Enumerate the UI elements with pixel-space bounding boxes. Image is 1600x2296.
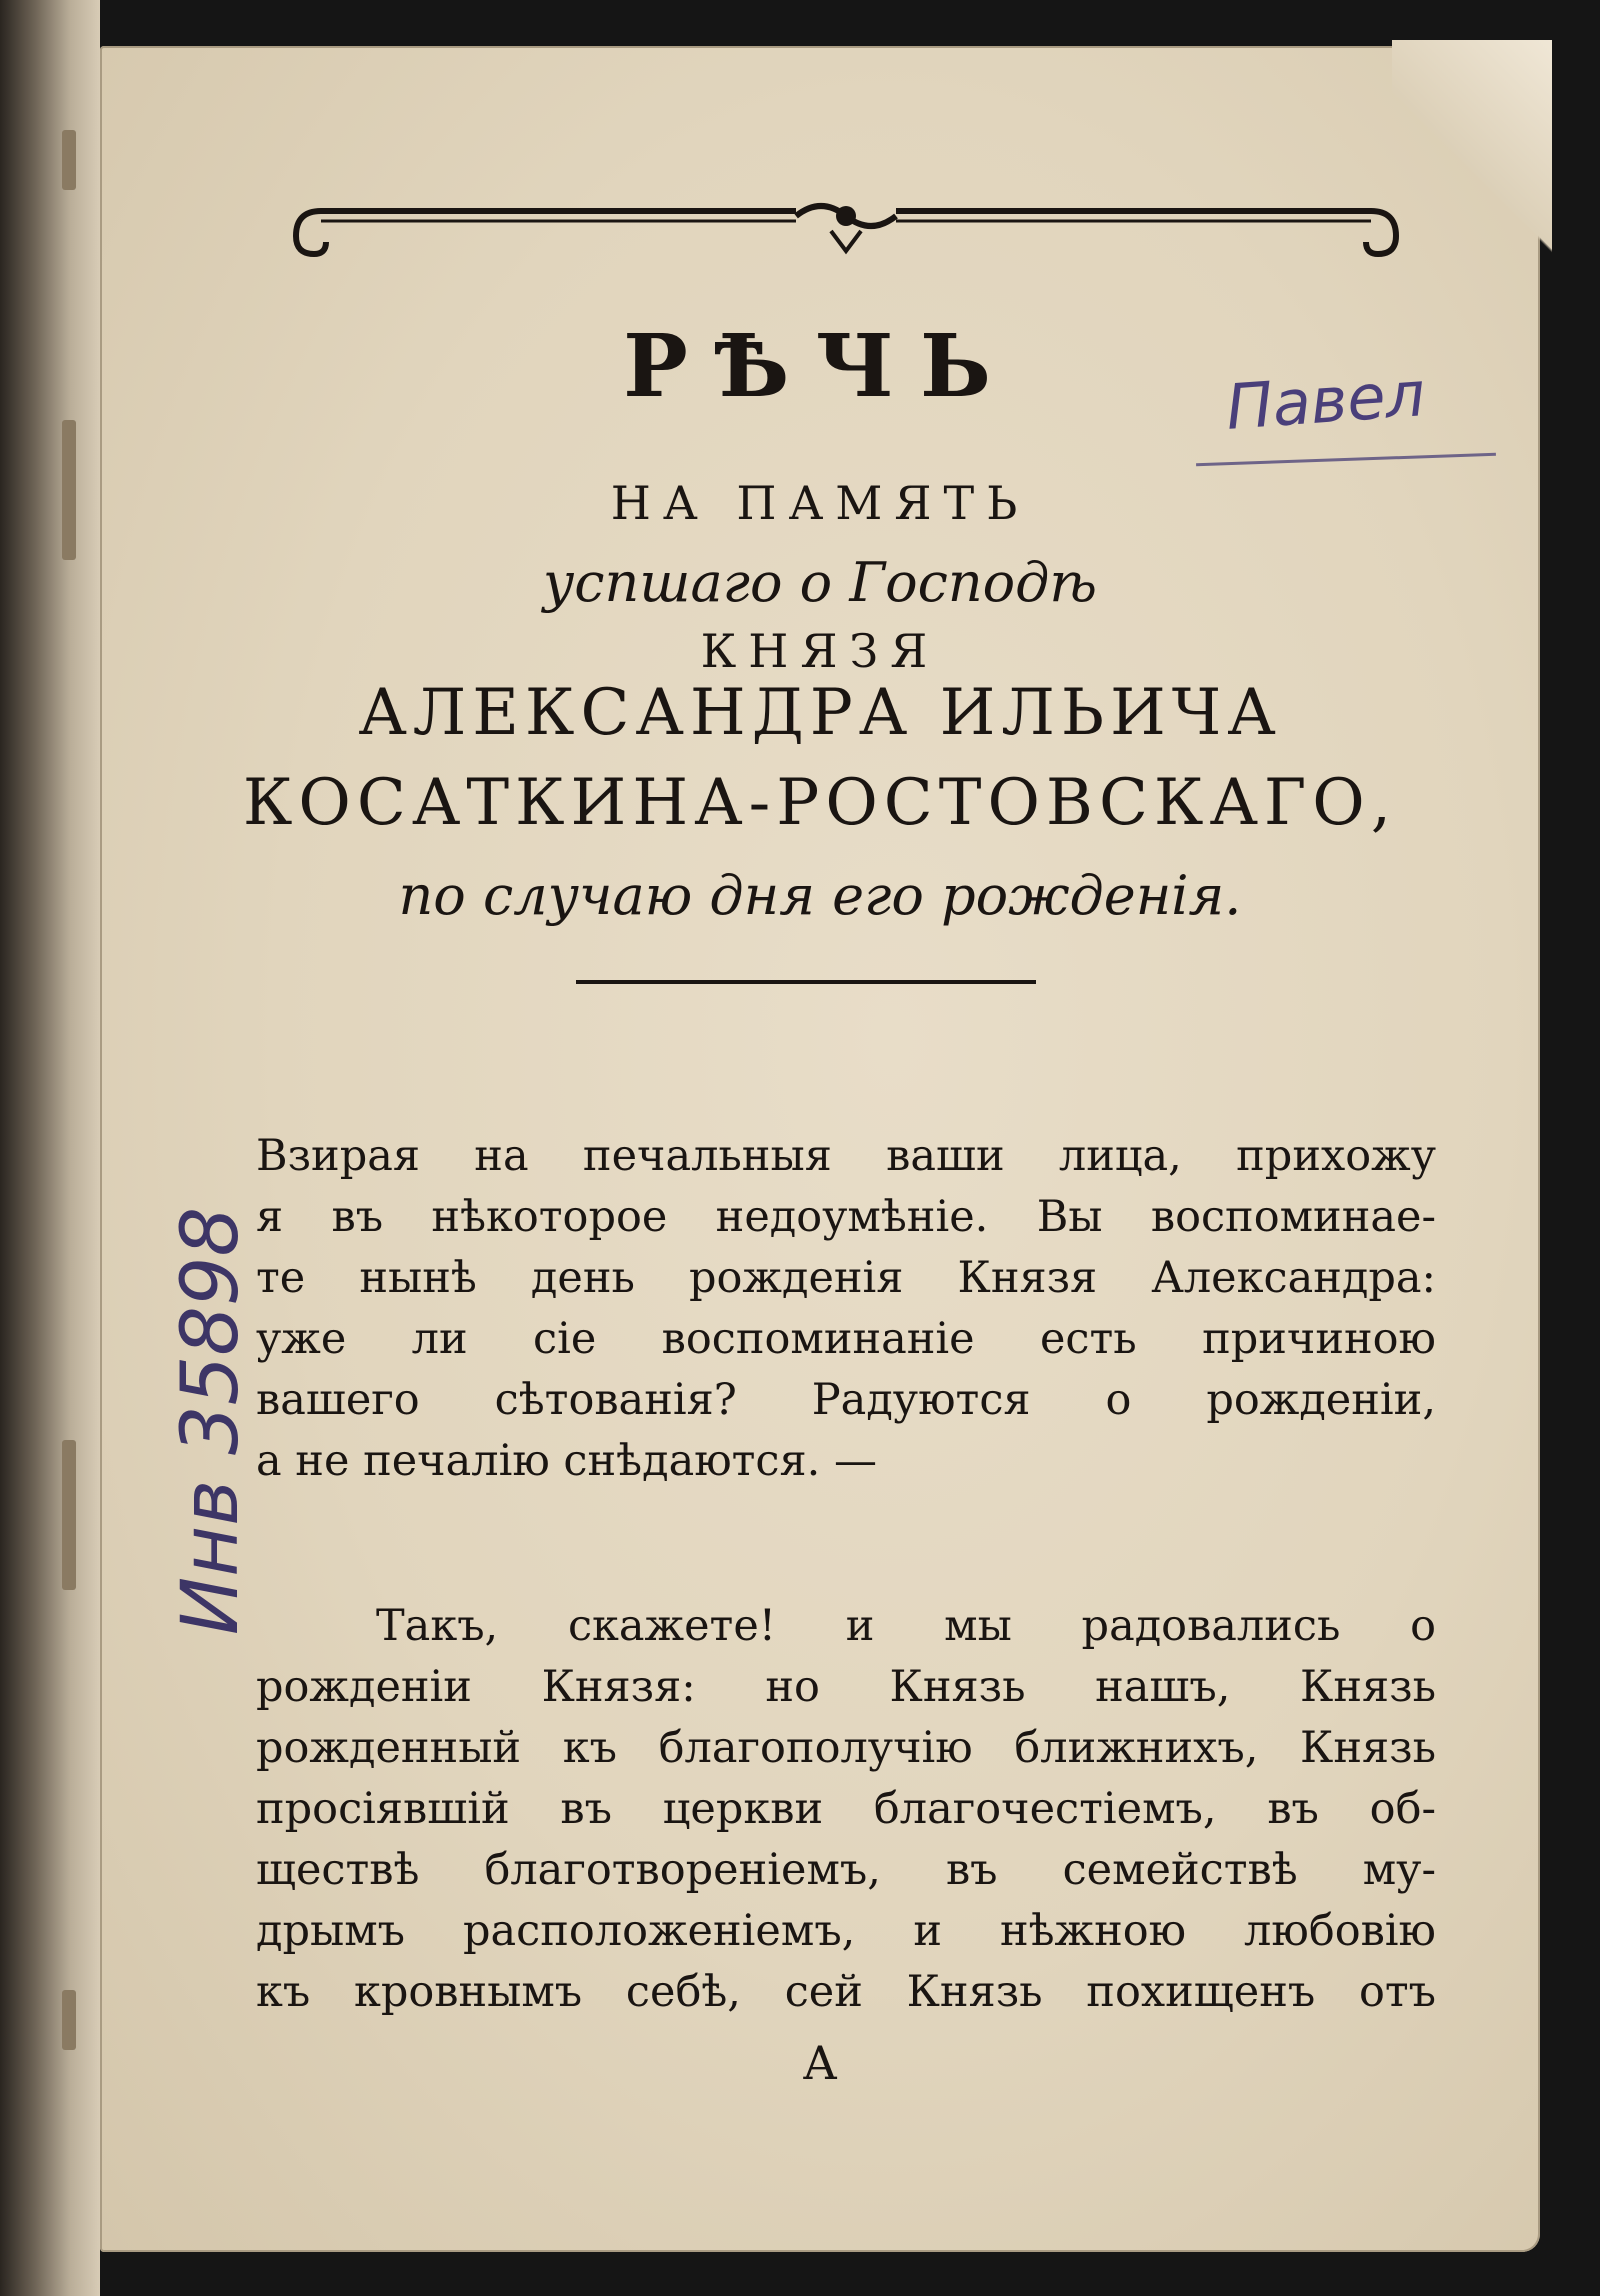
binding-thread (62, 130, 76, 190)
text-line: те нынѣ день рожденія Князя Александра: (256, 1253, 1436, 1303)
subtitle-line: КНЯЗЯ (700, 624, 940, 678)
text-line: Взирая на печальныя ваши лица, прихожу (256, 1131, 1436, 1181)
inventory-stamp (146, 1176, 266, 1656)
subtitle-line: НА ПАМЯТЬ (610, 476, 1030, 530)
book-binding (0, 0, 100, 2296)
folded-corner (1392, 40, 1552, 260)
handwritten-note: Павел (1223, 357, 1428, 444)
page-signature: А (802, 2036, 838, 2090)
text-line: ществѣ благотвореніемъ, въ семействѣ му- (256, 1845, 1436, 1895)
section-divider (576, 980, 1036, 984)
binding-thread (62, 420, 76, 560)
pencil-underline (1196, 453, 1496, 466)
text-line: вашего сѣтованія? Радуются о рожденіи, (256, 1375, 1436, 1425)
text-line: рожденный къ благополучію ближнихъ, Князь (256, 1723, 1436, 1773)
binding-thread (62, 1440, 76, 1590)
book-page (100, 46, 1540, 2252)
text-line: рожденіи Князя: но Князь нашъ, Князь (256, 1662, 1436, 1712)
subtitle-line: по случаю дня его рожденія. (398, 864, 1242, 927)
paragraph-1 (256, 1126, 1436, 1492)
paragraph-2 (256, 1596, 1436, 2023)
text-line: Такъ, скажете! и мы радовались о (376, 1601, 1436, 1651)
header-ornament (276, 196, 1416, 266)
text-line: я въ нѣкоторое недоумѣніе. Вы воспоминае- (256, 1192, 1436, 1242)
text-line: уже ли сіе воспоминаніе есть причиною (256, 1314, 1436, 1364)
subtitle-line: КОСАТКИНА-РОСТОВСКАГО, (242, 766, 1398, 840)
text-line: дрымъ расположеніемъ, и нѣжною любовію (256, 1906, 1436, 1956)
subtitle-line: успшаго о Господѣ (542, 551, 1097, 614)
text-line: къ кровнымъ себѣ, сей Князь похищенъ отъ (256, 1967, 1436, 2017)
stamp-text: Инв 35898 (166, 1206, 256, 1636)
page-title: РѢЧЬ (623, 316, 1017, 417)
subtitle-line: АЛЕКСАНДРА ИЛЬИЧА (358, 676, 1282, 750)
text-line: просіявшій въ церкви благочестіемъ, въ об- (256, 1784, 1436, 1834)
binding-thread (62, 1990, 76, 2050)
text-line: а не печалію снѣдаются. — (256, 1436, 877, 1486)
